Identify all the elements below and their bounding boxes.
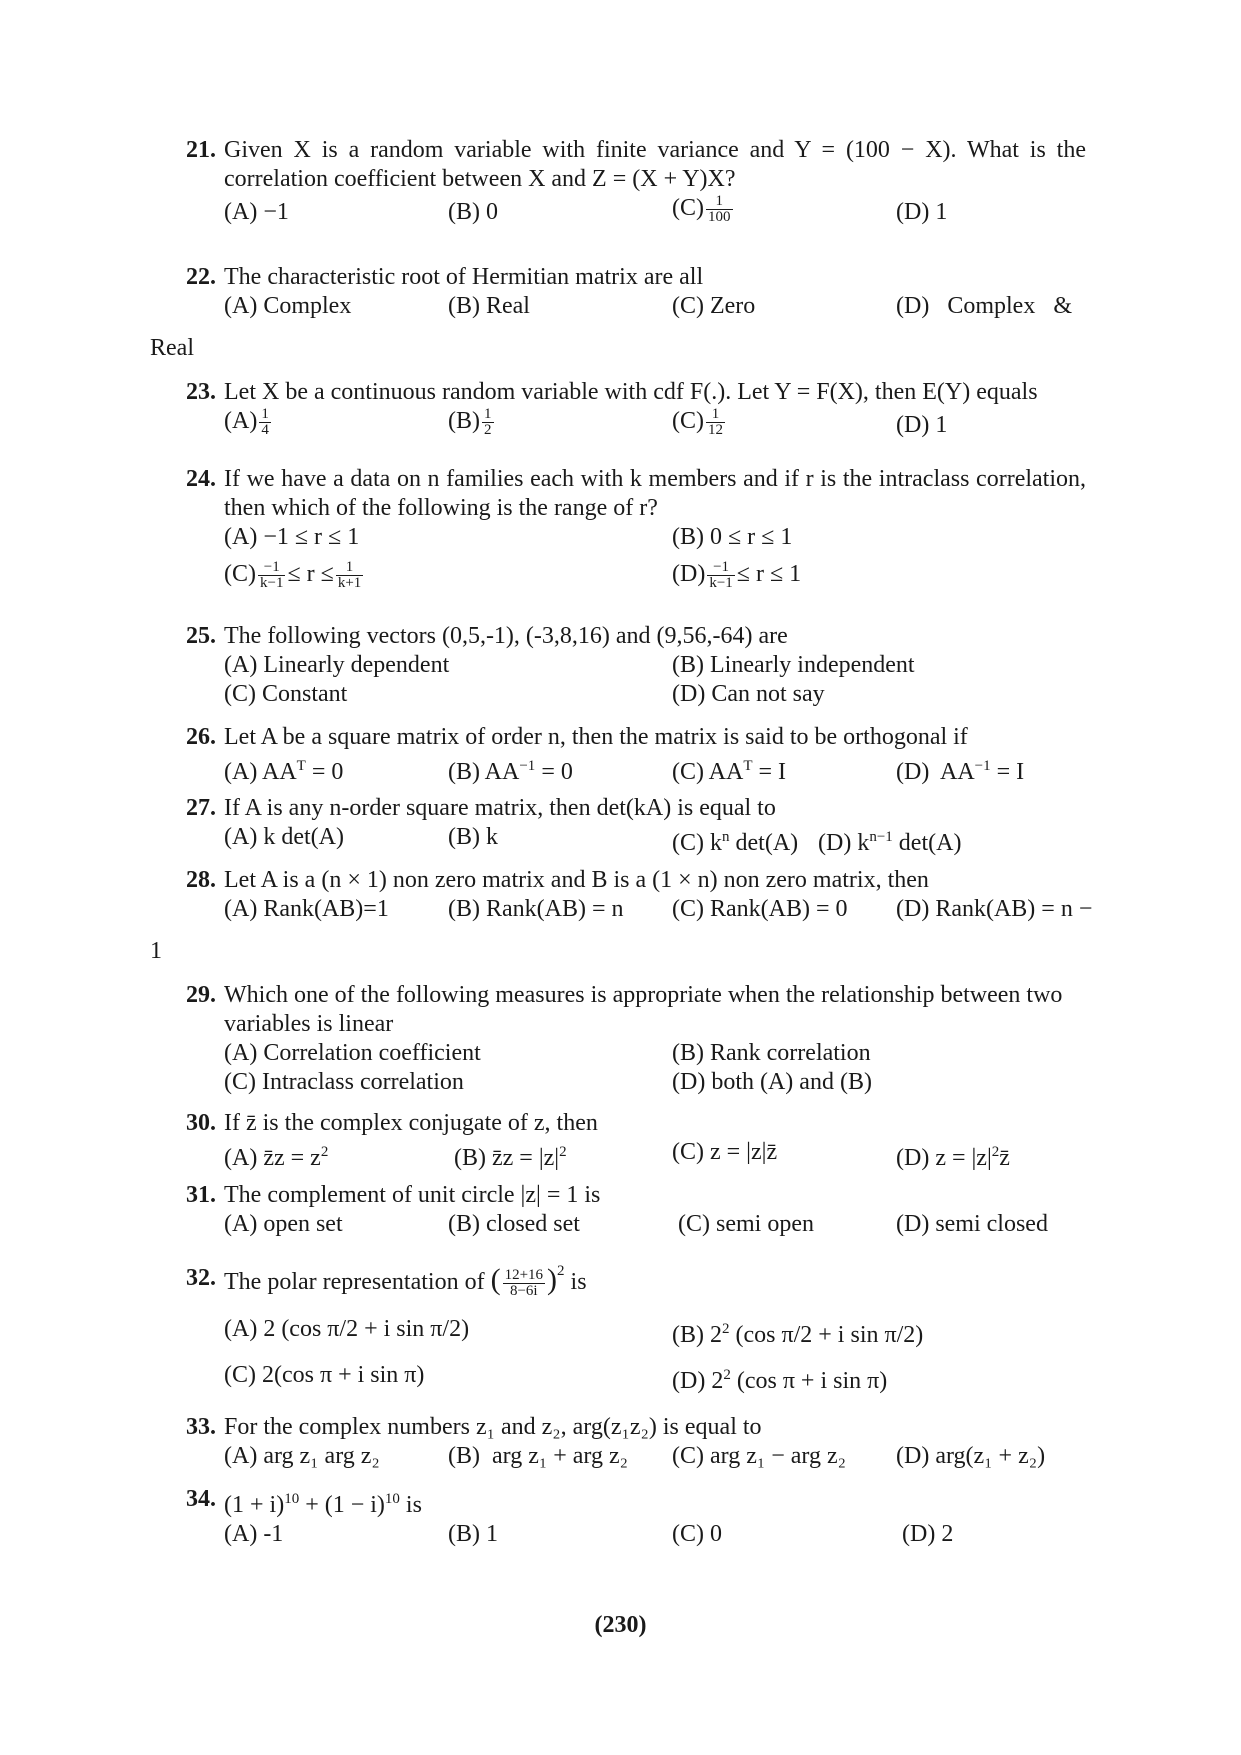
fraction: [706, 407, 725, 438]
option-a: (A) Correlation coefficient: [224, 1040, 481, 1066]
page-number: (230): [594, 1612, 647, 1638]
numerator: 1: [706, 407, 725, 423]
inequality: ≤ r ≤ 1: [736, 561, 802, 588]
option-d: (D) arg(z₁ + z₂): [896, 1443, 1046, 1469]
question-28: [186, 866, 1093, 924]
question-number: 24.: [186, 466, 216, 492]
equation-rest: = 0: [305, 759, 344, 785]
question-text: The following vectors (0,5,-1), (-3,8,16) and (9,56,-64) are: [224, 623, 788, 649]
expr-part: (1 + i): [224, 1492, 285, 1518]
option-a: (A) Linearly dependent: [224, 652, 450, 678]
option-d: (D) 1: [896, 199, 948, 225]
numerator: 1: [484, 406, 492, 422]
denominator: 8−6i: [509, 1282, 538, 1299]
option-a-label: (A) z̄z = z: [224, 1145, 321, 1171]
option-b: (B) 0: [448, 199, 498, 225]
equation-rest: (cos π + i sin π): [730, 1368, 888, 1394]
denominator: 2: [484, 422, 492, 438]
numerator: 1: [336, 560, 363, 576]
denominator: 100: [708, 209, 731, 225]
option-a: (A) −1 ≤ r ≤ 1: [224, 524, 360, 550]
numerator: −1: [707, 560, 734, 576]
question-text: [224, 1257, 1086, 1299]
option-c-label: (C) k: [672, 830, 722, 856]
option-c-label: (C): [672, 408, 704, 435]
question-33: [186, 1413, 1086, 1471]
option-b-label: (B) 2: [672, 1322, 722, 1348]
question-text: Given X is a random variable with finite variance and Y = (100 − X). What is the correlation coefficient between X and Z = (X + Y)X?: [224, 137, 1086, 192]
option-a: (A) Rank(AB)=1: [224, 896, 389, 922]
question-text: If we have a data on n families each with k members and if r is the intraclass correlation, then which of the following is the range of r?: [224, 466, 1086, 521]
option-d: [672, 1361, 887, 1396]
question-number: 22.: [186, 264, 216, 290]
question-text: Let A is a (n × 1) non zero matrix and B is a (1 × n) non zero matrix, then: [224, 867, 929, 893]
superscript: −1: [519, 758, 536, 774]
superscript: T: [296, 758, 306, 774]
option-c: (C) 0: [672, 1521, 722, 1547]
option-c: [672, 823, 798, 858]
option-c: (C) arg z₁ − arg z₂: [672, 1443, 846, 1469]
option-d: (D) Complex &: [896, 293, 1072, 319]
text-post: is: [570, 1269, 587, 1295]
fraction: [707, 560, 734, 591]
equation-rest: = I: [752, 759, 787, 785]
superscript: n: [722, 829, 730, 845]
question-24: [186, 465, 1086, 610]
question-25: [186, 622, 1086, 709]
option-c: (C) Constant: [224, 681, 348, 707]
superscript: −1: [974, 758, 991, 774]
text-pre: The polar representation of: [224, 1269, 485, 1295]
option-d: [672, 560, 801, 591]
equation-rest: = 0: [535, 759, 573, 785]
option-a: (A) -1: [224, 1521, 284, 1547]
question-number: 21.: [186, 137, 216, 163]
superscript: 2: [557, 1263, 565, 1279]
question-number: 31.: [186, 1182, 216, 1208]
numerator: 12+16: [504, 1266, 544, 1283]
question-31: [186, 1181, 1086, 1239]
option-b: [672, 1315, 923, 1350]
question-text: The characteristic root of Hermitian matrix are all: [224, 264, 704, 290]
question-number: 30.: [186, 1110, 216, 1136]
fraction: [482, 407, 494, 438]
option-d: (D) Can not say: [672, 681, 825, 707]
option-b: [454, 1138, 567, 1173]
fraction: [503, 1268, 545, 1299]
equation-rest: det(A): [892, 830, 962, 856]
option-c-label: (C): [672, 195, 704, 222]
option-a: [224, 752, 343, 787]
option-a: [224, 407, 273, 438]
question-text: Let X be a continuous random variable with cdf F(.). Let Y = F(X), then E(Y) equals: [224, 379, 1038, 405]
question-number: 33.: [186, 1414, 216, 1440]
option-d-label: (D) k: [818, 830, 870, 856]
question-21: [186, 136, 1086, 230]
paren-open: (: [490, 1263, 501, 1296]
option-b: [448, 752, 573, 787]
option-a: (A) open set: [224, 1211, 343, 1237]
question-number: 27.: [186, 795, 216, 821]
question-number: 23.: [186, 379, 216, 405]
question-text: Which one of the following measures is appropriate when the relationship between two variables is linear: [224, 982, 1063, 1037]
option-a: [224, 1138, 328, 1173]
superscript: 2: [722, 1321, 730, 1337]
option-b-label: (B) AA: [448, 759, 520, 785]
fraction: [706, 194, 733, 225]
question-text: For the complex numbers z₁ and z₂, arg(z₁z₂) is equal to: [224, 1414, 762, 1440]
question-26: [186, 723, 1086, 785]
option-b: (B) Real: [448, 293, 530, 319]
equation-rest: z̄: [999, 1145, 1010, 1171]
superscript: 10: [384, 1491, 400, 1507]
option-a-label: (A) AA: [224, 759, 297, 785]
numerator: −1: [258, 560, 285, 576]
option-d: [896, 752, 1024, 787]
question-number: 26.: [186, 724, 216, 750]
inequality: ≤ r ≤: [287, 561, 334, 588]
option-b: (B) 0 ≤ r ≤ 1: [672, 524, 793, 550]
denominator: 12: [708, 422, 723, 438]
equation-rest: = I: [990, 759, 1025, 785]
option-b: [448, 407, 496, 438]
question-number: 29.: [186, 982, 216, 1008]
option-c-label: (C) AA: [672, 759, 744, 785]
option-d: (D) 2: [902, 1521, 954, 1547]
numerator: 1: [261, 406, 269, 422]
option-b: (B) closed set: [448, 1211, 580, 1237]
option-b-label: (B): [448, 408, 480, 435]
option-a: (A) 2 (cos π/2 + i sin π/2): [224, 1316, 470, 1342]
option-c-label: (C): [224, 561, 256, 588]
option-d: [896, 1138, 1010, 1173]
option-d-label: (D) 2: [672, 1368, 724, 1394]
question-text: [224, 1485, 1086, 1520]
option-d: [818, 823, 961, 858]
option-d: (D) both (A) and (B): [672, 1069, 872, 1095]
question-32: [186, 1255, 1086, 1394]
option-c: (C) Rank(AB) = 0: [672, 896, 848, 922]
option-d-label: (D): [672, 561, 706, 588]
option-c: [672, 407, 727, 438]
superscript: 10: [284, 1491, 300, 1507]
denominator: k−1: [709, 575, 733, 591]
fraction: [336, 560, 363, 591]
option-a: (A) Complex: [224, 293, 352, 319]
option-d-label: (D) z = |z|: [896, 1145, 992, 1171]
option-c: [224, 560, 365, 591]
superscript: 2: [723, 1367, 731, 1383]
option-d: (D) 1: [896, 412, 948, 438]
question-34: [186, 1485, 1086, 1549]
question-number: 28.: [186, 867, 216, 893]
question-number: 34.: [186, 1486, 216, 1512]
option-b: (B) Rank correlation: [672, 1040, 871, 1066]
question-text: If A is any n-order square matrix, then det(kA) is equal to: [224, 795, 776, 821]
superscript: 2: [559, 1144, 567, 1160]
option-c: [672, 752, 786, 787]
superscript: 2: [991, 1144, 1000, 1160]
option-a: (A) −1: [224, 199, 289, 225]
fraction: [259, 407, 271, 438]
overflow-text: 1: [150, 938, 162, 964]
question-text: If z̄ is the complex conjugate of z, then: [224, 1110, 598, 1136]
superscript: T: [743, 758, 753, 774]
superscript: 2: [320, 1144, 329, 1160]
option-d: (D) Rank(AB) = n −: [896, 896, 1093, 922]
denominator: k+1: [337, 575, 362, 591]
expr-part: + (1 − i): [299, 1492, 385, 1518]
question-number: 32.: [186, 1264, 216, 1291]
question-29: [186, 981, 1086, 1097]
option-b-label: (B) z̄z = |z|: [454, 1145, 560, 1171]
denominator: 4: [261, 422, 269, 438]
option-a: (A) arg z₁ arg z₂: [224, 1443, 380, 1469]
option-b: (B) k: [448, 824, 498, 850]
question-22: [186, 263, 1086, 321]
question-text: The complement of unit circle |z| = 1 is: [224, 1182, 601, 1208]
option-b: (B) Linearly independent: [672, 652, 915, 678]
fraction: [258, 560, 285, 591]
option-b: (B) arg z₁ + arg z₂: [448, 1443, 628, 1469]
equation-rest: (cos π/2 + i sin π/2): [729, 1322, 924, 1348]
option-a-label: (A): [224, 408, 258, 435]
option-b: (B) Rank(AB) = n: [448, 896, 624, 922]
option-d: (D) semi closed: [896, 1211, 1048, 1237]
option-b: (B) 1: [448, 1521, 498, 1547]
equation-rest: det(A): [729, 830, 799, 856]
paren-close: ): [547, 1263, 558, 1296]
option-c: (C) 2(cos π + i sin π): [224, 1362, 425, 1388]
option-c: [672, 194, 735, 225]
denominator: k−1: [260, 575, 284, 591]
question-text: Let A be a square matrix of order n, then the matrix is said to be orthogonal if: [224, 724, 968, 750]
option-c: (C) Zero: [672, 293, 756, 319]
option-c: (C) z = |z|z̄: [672, 1139, 778, 1165]
superscript: n−1: [869, 829, 893, 845]
option-a: (A) k det(A): [224, 824, 344, 850]
question-23: [186, 378, 1086, 443]
option-c: (C) semi open: [678, 1211, 814, 1237]
question-number: 25.: [186, 623, 216, 649]
option-d-label: (D) AA: [896, 759, 975, 785]
option-c: (C) Intraclass correlation: [224, 1069, 464, 1095]
question-30: [186, 1109, 1086, 1171]
expr-part: is: [399, 1492, 422, 1518]
numerator: 1: [706, 194, 733, 210]
overflow-text: Real: [150, 335, 194, 361]
question-27: [186, 794, 1086, 856]
